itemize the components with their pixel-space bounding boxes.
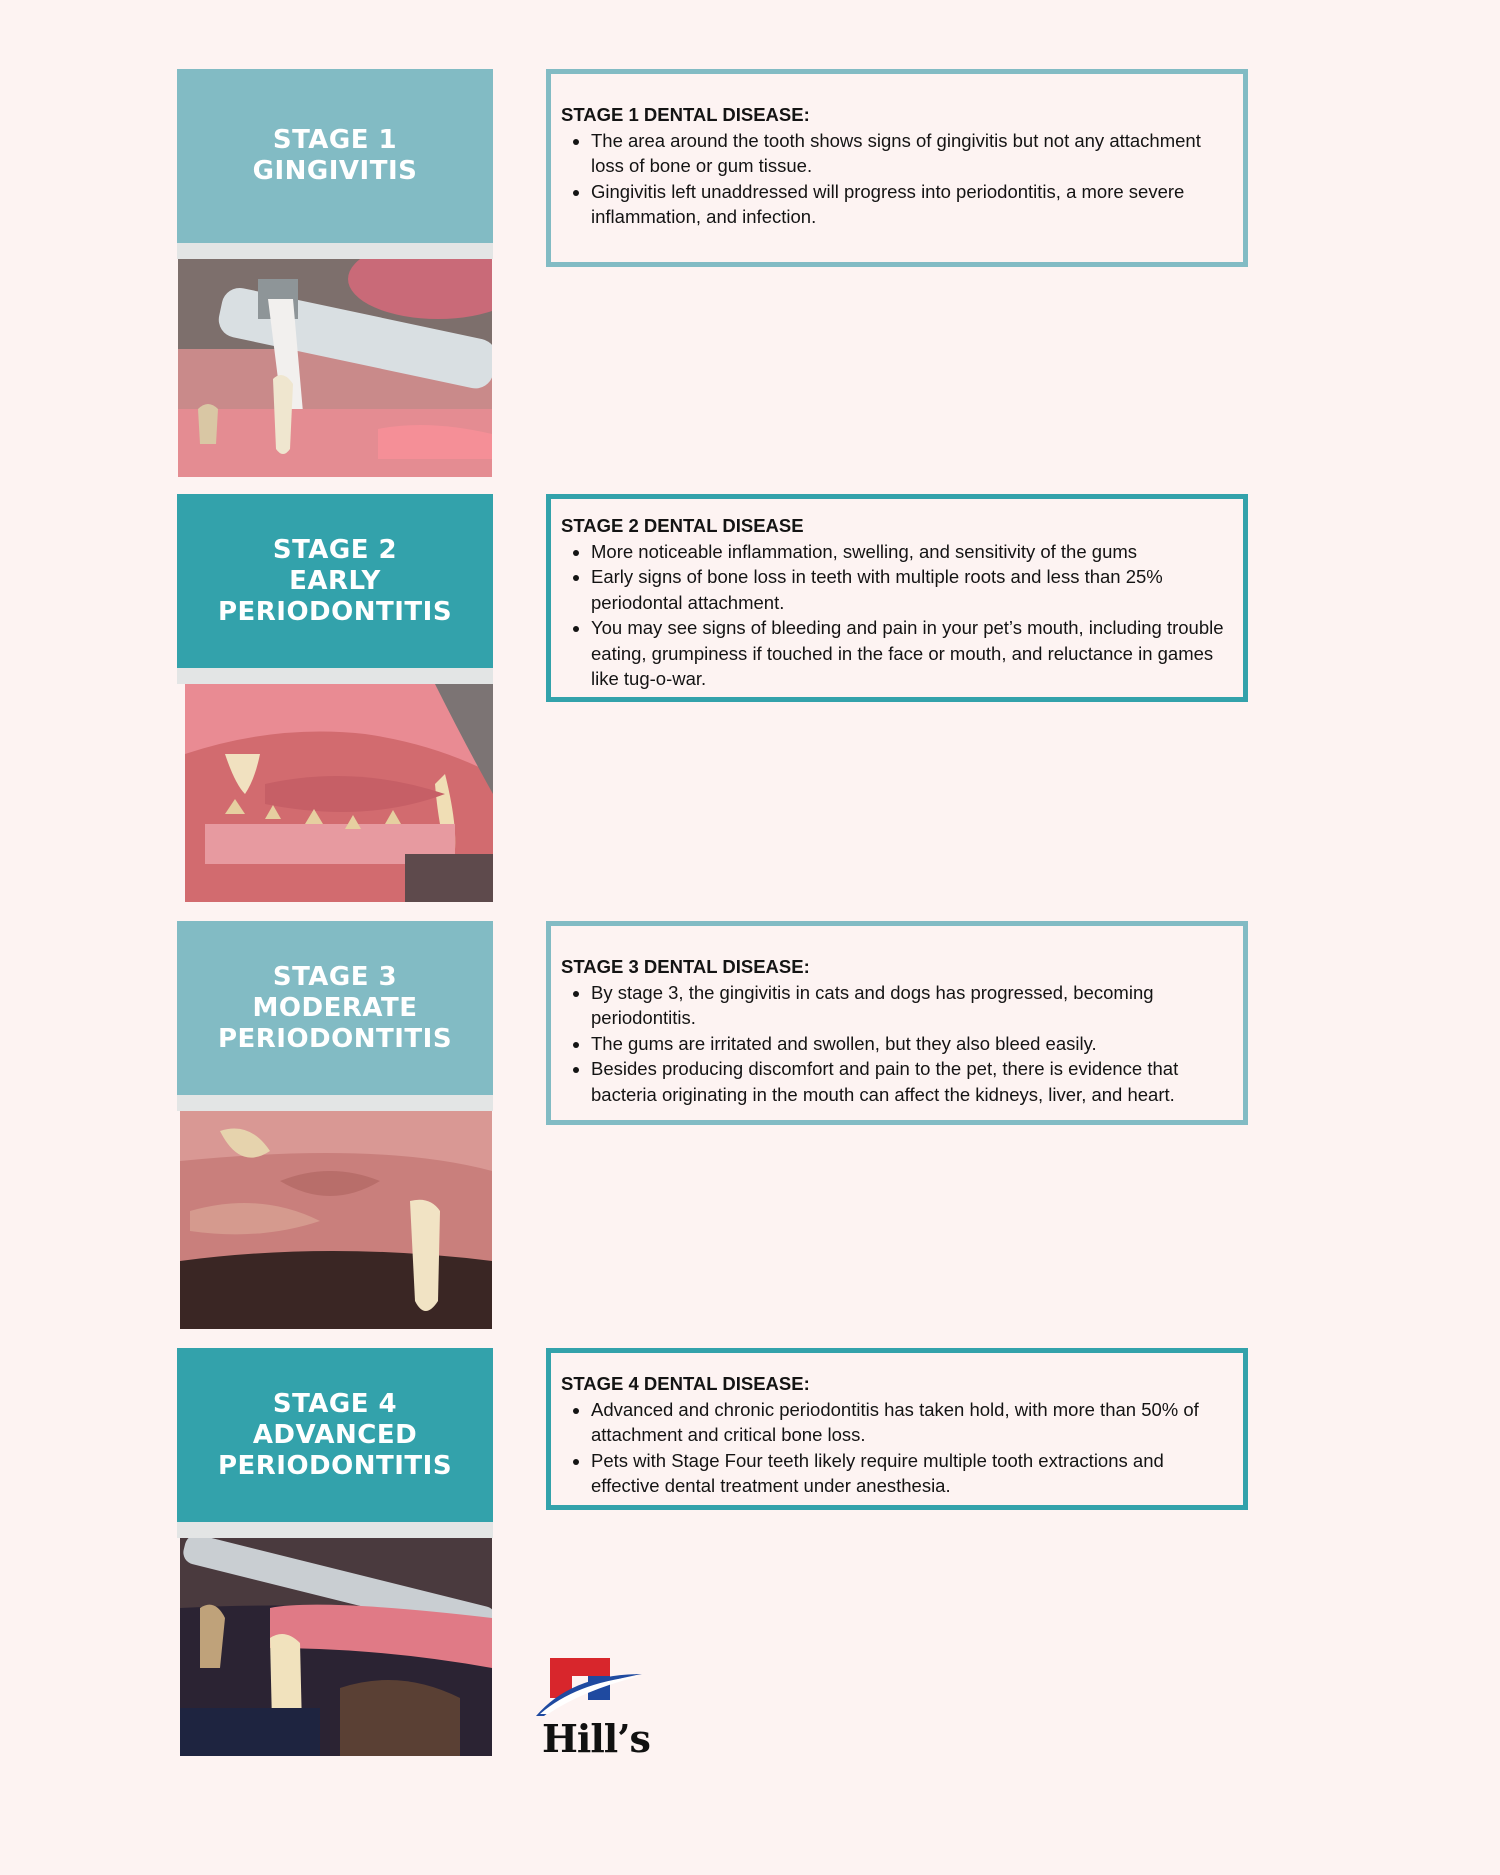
list-item: • The area around the tooth shows signs of gingivitis but not any attachment loss of bone or gum tissue. — [591, 128, 1235, 179]
stage-bullets — [561, 128, 1235, 230]
banner-divider — [177, 1095, 493, 1111]
banner-line: STAGE 3 — [272, 961, 398, 992]
stage-3-banner — [177, 921, 493, 1095]
stage-3-photo — [180, 1111, 492, 1329]
list-item: • You may see signs of bleeding and pain in your pet’s mouth, including trouble eating, grumpiness if touched in the face or mouth, and reluctance in games like tug-o-war. — [591, 615, 1235, 692]
stage-2-info-box — [546, 494, 1248, 702]
stage-bullets — [561, 980, 1235, 1108]
banner-divider — [177, 1522, 493, 1538]
list-item: • The gums are irritated and swollen, but they also bleed easily. — [591, 1031, 1235, 1057]
stage-3-info-box — [546, 921, 1248, 1125]
stage-4-info-box — [546, 1348, 1248, 1510]
banner-line: ADVANCED — [252, 1419, 418, 1450]
stage-heading: STAGE 4 DENTAL DISEASE: — [561, 1373, 810, 1394]
banner-divider — [177, 668, 493, 684]
stage-bullets — [561, 1397, 1235, 1499]
stage-2-banner — [177, 494, 493, 668]
banner-line: PERIODONTITIS — [217, 1023, 453, 1054]
banner-line: PERIODONTITIS — [217, 596, 453, 627]
stage-4-banner — [177, 1348, 493, 1522]
banner-line: STAGE 4 — [272, 1388, 398, 1419]
banner-line: STAGE 2 — [272, 534, 398, 565]
banner-line: PERIODONTITIS — [217, 1450, 453, 1481]
list-item: • Advanced and chronic periodontitis has taken hold, with more than 50% of attachment and critical bone loss. — [591, 1397, 1235, 1448]
stage-1-banner — [177, 69, 493, 243]
banner-line: STAGE 1 — [272, 125, 398, 155]
banner-line: GINGIVITIS — [252, 156, 418, 186]
stage-1-photo — [178, 259, 492, 477]
stage-4-photo — [180, 1538, 492, 1756]
stage-2-photo — [185, 684, 493, 902]
banner-line: EARLY — [289, 565, 381, 596]
stage-1-info-box — [546, 69, 1248, 267]
banner-line: MODERATE — [252, 992, 418, 1023]
stage-heading: STAGE 1 DENTAL DISEASE: — [561, 104, 810, 125]
list-item: • More noticeable inflammation, swelling, and sensitivity of the gums — [591, 539, 1235, 565]
banner-divider — [177, 243, 493, 259]
stage-heading: STAGE 3 DENTAL DISEASE: — [561, 956, 810, 977]
hills-logo-text: Hill’s — [542, 1716, 650, 1761]
stage-bullets — [561, 539, 1235, 692]
stage-heading: STAGE 2 DENTAL DISEASE — [561, 515, 804, 536]
list-item: • Gingivitis left unaddressed will progress into periodontitis, a more severe inflammation, and infection. — [591, 179, 1235, 230]
list-item: • Pets with Stage Four teeth likely require multiple tooth extractions and effective dental treatment under anesthesia. — [591, 1448, 1235, 1499]
list-item: • Besides producing discomfort and pain to the pet, there is evidence that bacteria originating in the mouth can affect the kidneys, liver, and heart. — [591, 1056, 1235, 1107]
list-item: • Early signs of bone loss in teeth with multiple roots and less than 25% periodontal attachment. — [591, 564, 1235, 615]
list-item: • By stage 3, the gingivitis in cats and dogs has progressed, becoming periodontitis. — [591, 980, 1235, 1031]
